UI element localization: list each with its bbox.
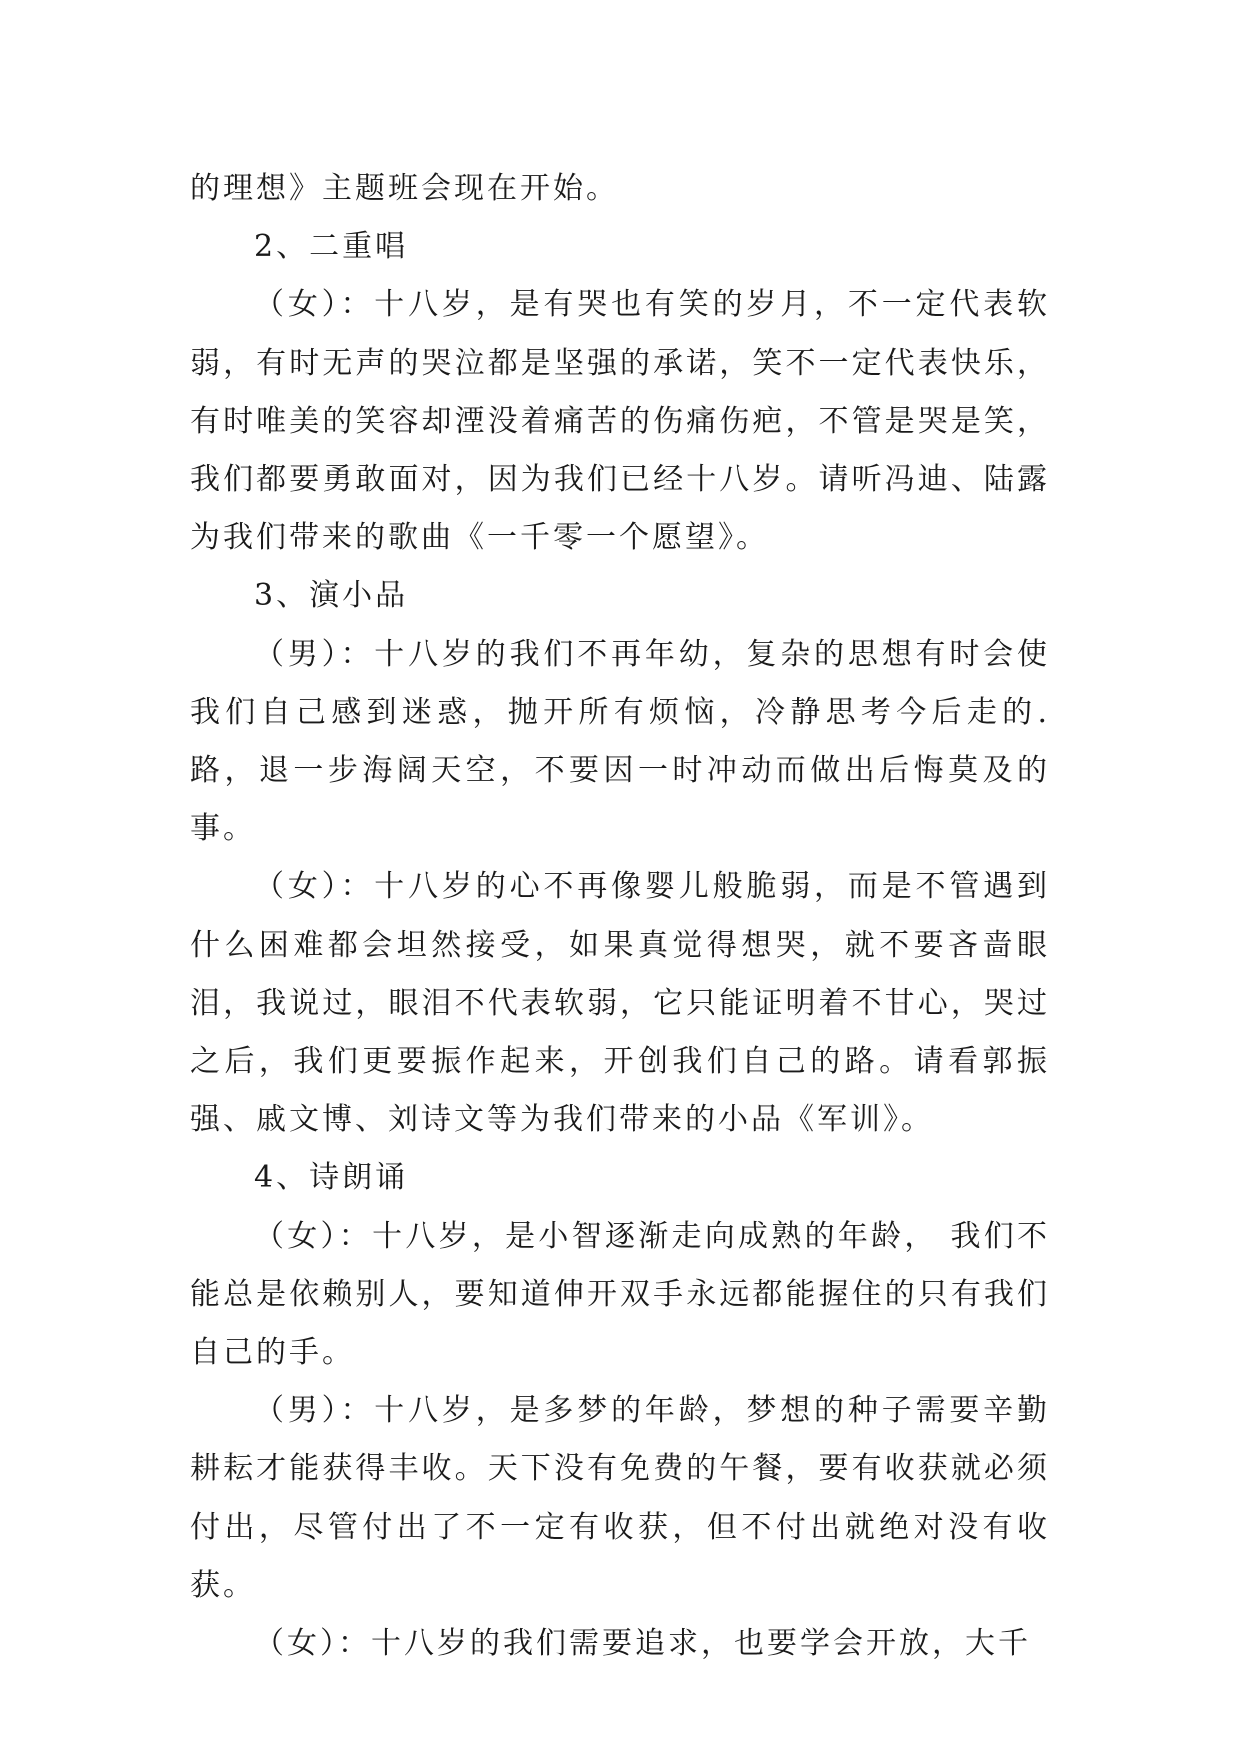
section-heading-duet: 2、二重唱: [254, 229, 409, 265]
paragraph-male-host-1: （男）：十八岁的我们不再年幼，复杂的思想有时会使我们自己感到迷惑，抛开所有烦恼，冷静思考今后走的.路，退一步海阔天空，不要因一时冲动而做出后悔莫及的事。: [190, 636, 1050, 847]
paragraph-female-host-3: （女）：十八岁，是小智逐渐走向成熟的年龄， 我们不能总是依赖别人，要知道伸开双手永远都能握住的只有我们自己的手。: [190, 1218, 1050, 1371]
section-heading-skit: 3、演小品: [254, 578, 409, 614]
paragraph-female-host-1: （女）：十八岁，是有哭也有笑的岁月，不一定代表软弱，有时无声的哭泣都是坚强的承诺，笑不一定代表快乐，有时唯美的笑容却湮没着痛苦的伤痛伤疤，不管是哭是笑，我们都要勇敢面对，因为我们已经十八岁。请听冯迪、陆露为我们带来的歌曲《一千零一个愿望》。: [190, 287, 1050, 556]
paragraph-male-host-2: （男）：十八岁，是多梦的年龄，梦想的种子需要辛勤耕耘才能获得丰收。天下没有免费的午餐，要有收获就必须付出，尽管付出了不一定有收获，但不付出就绝对没有收获。: [190, 1393, 1050, 1603]
paragraph-female-host-4: （女）：十八岁的我们需要追求，也要学会开放，大千: [254, 1626, 1031, 1662]
document-body: [190, 160, 1050, 1673]
paragraph-female-host-2: （女）：十八岁的心不再像婴儿般脆弱，而是不管遇到什么困难都会坦然接受，如果真觉得想哭，就不要吝啬眼泪，我说过，眼泪不代表软弱，它只能证明着不甘心，哭过之后，我们更要振作起来，开创我们自己的路。请看郭振强、戚文博、刘诗文等为我们带来的小品《军训》。: [190, 869, 1050, 1138]
paragraph-continuation: 的理想》主题班会现在开始。: [190, 171, 619, 206]
section-heading-poetry: 4、诗朗诵: [254, 1160, 409, 1196]
